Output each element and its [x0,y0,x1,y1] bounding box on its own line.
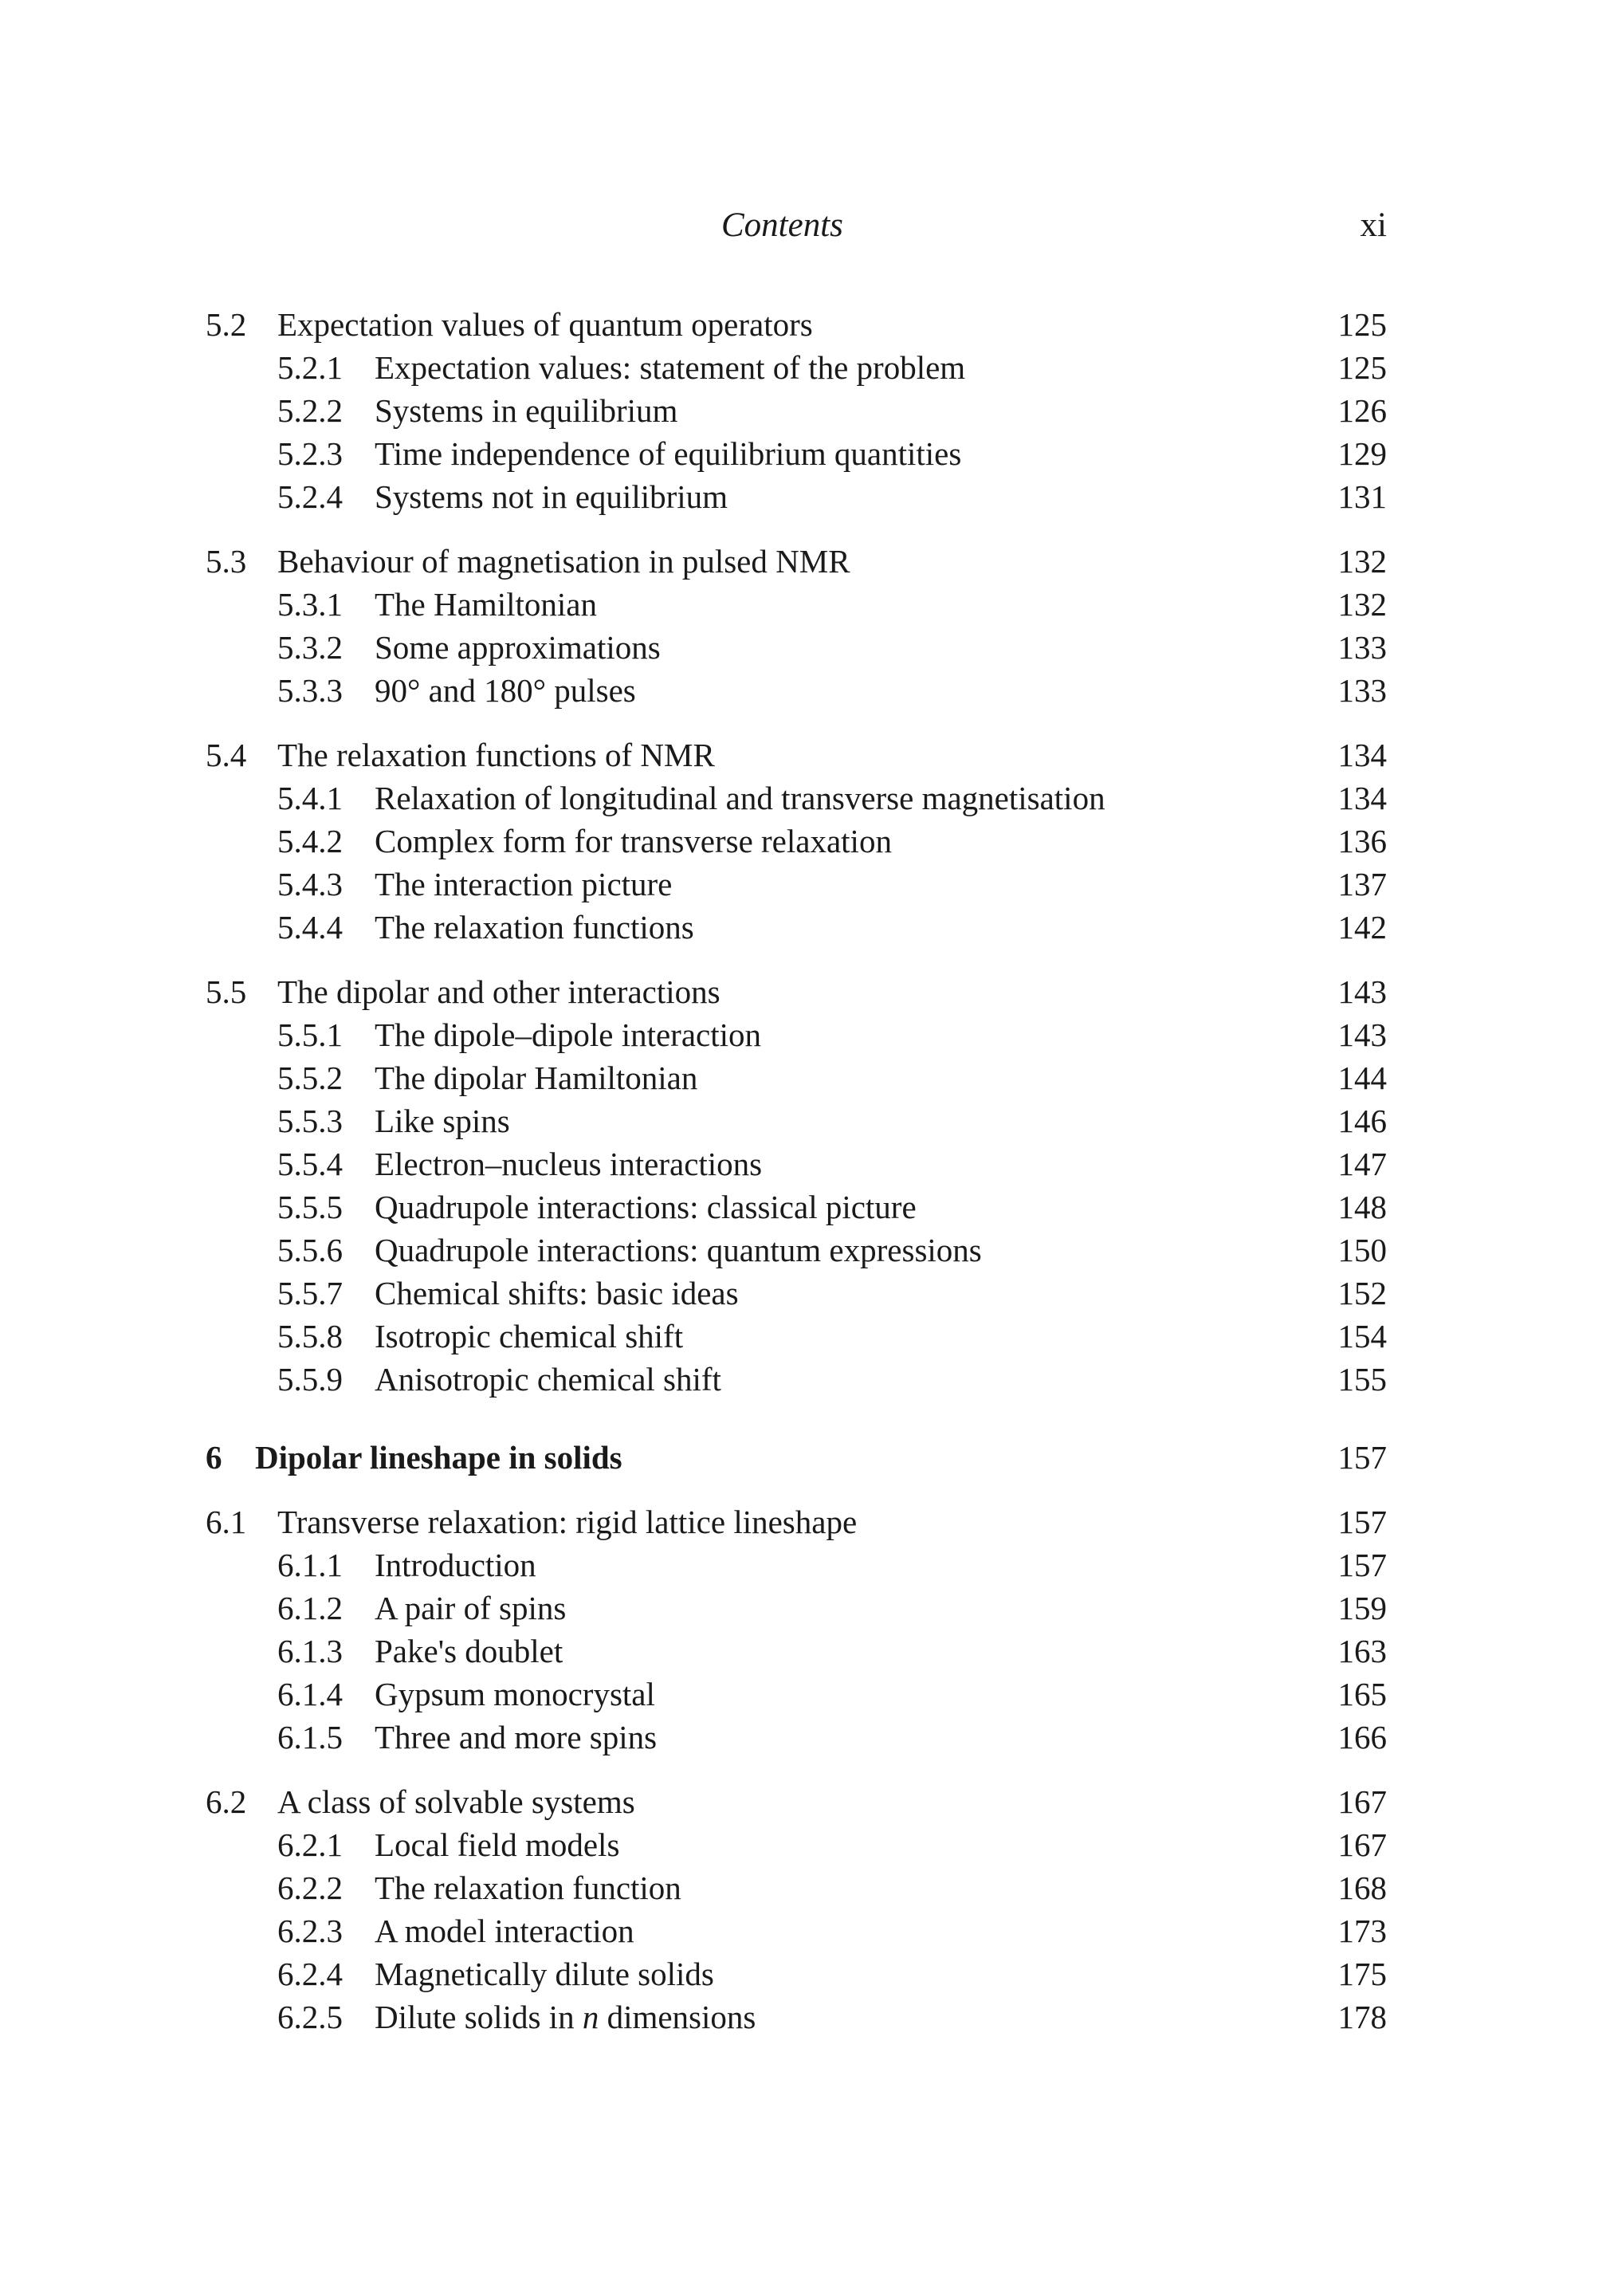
toc-page-number: 166 [1337,1719,1387,1755]
toc-page-number: 175 [1337,1956,1387,1992]
toc-title: Isotropic chemical shift [375,1318,684,1354]
toc-subsection [0,432,1602,475]
toc-page-number: 155 [1337,1361,1387,1398]
toc-page-number: 126 [1337,392,1387,429]
toc-number: 5.5.4 [277,1146,343,1182]
toc-title [375,1995,756,2038]
toc-title-variable: n [582,1999,599,2035]
toc-title: Quadrupole interactions: quantum expressions [375,1232,982,1268]
toc-title: Expectation values of quantum operators [277,306,813,343]
toc-title: Chemical shifts: basic ideas [375,1275,739,1311]
toc-title: Behaviour of magnetisation in pulsed NMR [277,543,850,580]
toc-title: The dipolar and other interactions [277,973,721,1010]
toc-number: 6.1.3 [277,1633,343,1669]
toc-subsection [0,906,1602,949]
toc-subsection [0,1909,1602,1952]
toc-number: 5.2 [206,306,247,343]
toc-title: The dipole–dipole interaction [375,1016,762,1053]
toc-page-number: 132 [1337,543,1387,580]
toc-number: 6.1.5 [277,1719,343,1755]
toc-title: 90° and 180° pulses [375,672,636,709]
toc-number: 5.3.1 [277,586,343,623]
toc-number: 5.2.2 [277,392,343,429]
folio-page-number: xi [1360,206,1387,244]
toc-number: 5.2.3 [277,435,343,472]
toc-subsection [0,583,1602,626]
toc-number: 5.5.3 [277,1103,343,1139]
toc-title-part: dimensions [599,1999,756,2035]
toc-page-number: 157 [1337,1504,1387,1540]
toc-page-number: 154 [1337,1318,1387,1354]
toc-section [0,1500,1602,1543]
toc-title: A pair of spins [375,1590,567,1626]
toc-title: The relaxation functions [375,909,694,946]
toc-number: 5.5.5 [277,1189,343,1225]
toc-subsection [0,1586,1602,1630]
toc-title: Transverse relaxation: rigid lattice lineshape [277,1504,858,1540]
toc-page-number: 147 [1337,1146,1387,1182]
toc-number: 6.1.2 [277,1590,343,1626]
toc-subsection [0,1315,1602,1358]
toc-number: 6.1.1 [277,1547,343,1583]
toc-page-number: 134 [1337,737,1387,773]
toc-subsection [0,669,1602,712]
toc-subsection [0,346,1602,389]
toc-number: 5.3.3 [277,672,343,709]
toc-section [0,970,1602,1013]
toc-page-number: 159 [1337,1590,1387,1626]
toc-title: Electron–nucleus interactions [375,1146,763,1182]
toc-title: The relaxation function [375,1869,681,1906]
toc-title: Complex form for transverse relaxation [375,823,892,859]
toc-title: A model interaction [375,1913,634,1949]
toc-number: 6.1.4 [277,1676,343,1712]
toc-subsection [0,776,1602,820]
toc-title: Expectation values: statement of the problem [375,349,966,386]
toc-number: 5.5.6 [277,1232,343,1268]
toc-number: 5.2.4 [277,478,343,515]
toc-subsection [0,1272,1602,1315]
toc-page-number: 168 [1337,1869,1387,1906]
toc-title: Magnetically dilute solids [375,1956,714,1992]
toc-page-number: 143 [1337,1016,1387,1053]
toc-title: Systems in equilibrium [375,392,678,429]
toc-page-number: 157 [1337,1547,1387,1583]
toc-subsection [0,1866,1602,1909]
toc-section [0,540,1602,583]
toc-title: Pake's doublet [375,1633,563,1669]
toc-subsection [0,1673,1602,1716]
toc-number: 5.5.2 [277,1060,343,1096]
toc-page-number: 125 [1337,306,1387,343]
toc-subsection [0,1952,1602,1995]
toc-number: 5.5.7 [277,1275,343,1311]
toc-title: Time independence of equilibrium quantities [375,435,962,472]
toc-subsection [0,1543,1602,1586]
toc-page-number: 144 [1337,1060,1387,1096]
toc-page-number: 133 [1337,672,1387,709]
toc-page-number: 134 [1337,780,1387,816]
toc-title: Some approximations [375,629,661,666]
toc-number: 6.2.3 [277,1913,343,1949]
toc-number: 5.5.1 [277,1016,343,1053]
toc-title: Like spins [375,1103,510,1139]
toc-number: 6.2.2 [277,1869,343,1906]
toc-title: Local field models [375,1826,620,1863]
toc-title: The interaction picture [375,866,673,902]
toc-number: 5.4 [206,737,247,773]
toc-number: 5.3 [206,543,247,580]
toc-page-number: 146 [1337,1103,1387,1139]
toc-subsection [0,863,1602,906]
toc-title: Quadrupole interactions: classical picture [375,1189,917,1225]
toc-page-number: 132 [1337,586,1387,623]
toc-section [0,733,1602,776]
toc-page-number: 137 [1337,866,1387,902]
toc-page-number: 148 [1337,1189,1387,1225]
toc-page-number: 163 [1337,1633,1387,1669]
toc-subsection [0,820,1602,863]
toc-subsection [0,1716,1602,1759]
toc-number: 5.4.3 [277,866,343,902]
toc-page-number: 167 [1337,1783,1387,1820]
toc-page-number: 178 [1337,1999,1387,2035]
toc-number: 6.2.4 [277,1956,343,1992]
toc-title: Relaxation of longitudinal and transverse magnetisation [375,780,1105,816]
toc-title: Three and more spins [375,1719,658,1755]
toc-number: 5.4.2 [277,823,343,859]
toc-subsection [0,1229,1602,1272]
toc-number: 5.5.9 [277,1361,343,1398]
toc-subsection [0,1056,1602,1099]
toc-number: 6.2 [206,1783,247,1820]
toc-subsection [0,389,1602,432]
toc-page-number: 136 [1337,823,1387,859]
toc-subsection [0,475,1602,518]
toc-page-number: 150 [1337,1232,1387,1268]
toc-page-number: 125 [1337,349,1387,386]
toc-subsection [0,626,1602,669]
toc-title: Dipolar lineshape in solids [255,1439,622,1476]
toc-section [0,1780,1602,1823]
toc-number: 6.2.1 [277,1826,343,1863]
toc-number: 6.2.5 [277,1999,343,2035]
toc-title: The dipolar Hamiltonian [375,1060,698,1096]
toc-page-number: 157 [1337,1439,1387,1476]
toc-page-number: 143 [1337,973,1387,1010]
toc-title-part: Dilute solids in [375,1999,583,2035]
toc-title: Introduction [375,1547,536,1583]
toc-number: 5.4.4 [277,909,343,946]
toc-subsection [0,1630,1602,1673]
toc-number: 5.3.2 [277,629,343,666]
toc-subsection [0,1995,1602,2038]
toc-title: A class of solvable systems [277,1783,635,1820]
toc-page-number: 165 [1337,1676,1387,1712]
toc-number: 5.5 [206,973,247,1010]
toc-title: The Hamiltonian [375,586,597,623]
toc-page-number: 167 [1337,1826,1387,1863]
toc-number: 5.2.1 [277,349,343,386]
toc-title: Anisotropic chemical shift [375,1361,721,1398]
toc-chapter [0,1436,1602,1479]
toc-title: Gypsum monocrystal [375,1676,655,1712]
toc-page-number: 133 [1337,629,1387,666]
toc-page-number: 129 [1337,435,1387,472]
toc-number: 5.5.8 [277,1318,343,1354]
toc-number: 5.4.1 [277,780,343,816]
toc-subsection [0,1358,1602,1401]
toc-subsection [0,1099,1602,1142]
toc-page-number: 173 [1337,1913,1387,1949]
toc-title: The relaxation functions of NMR [277,737,715,773]
toc-subsection [0,1142,1602,1185]
toc-page-number: 142 [1337,909,1387,946]
running-title: Contents [721,206,843,244]
toc-number: 6 [206,1439,222,1476]
toc-title: Systems not in equilibrium [375,478,728,515]
toc-subsection [0,1823,1602,1866]
toc-page-number: 152 [1337,1275,1387,1311]
running-head [0,206,1602,254]
toc-page-number: 131 [1337,478,1387,515]
toc-subsection [0,1013,1602,1056]
toc-number: 6.1 [206,1504,247,1540]
toc-subsection [0,1185,1602,1229]
toc-section [0,303,1602,346]
